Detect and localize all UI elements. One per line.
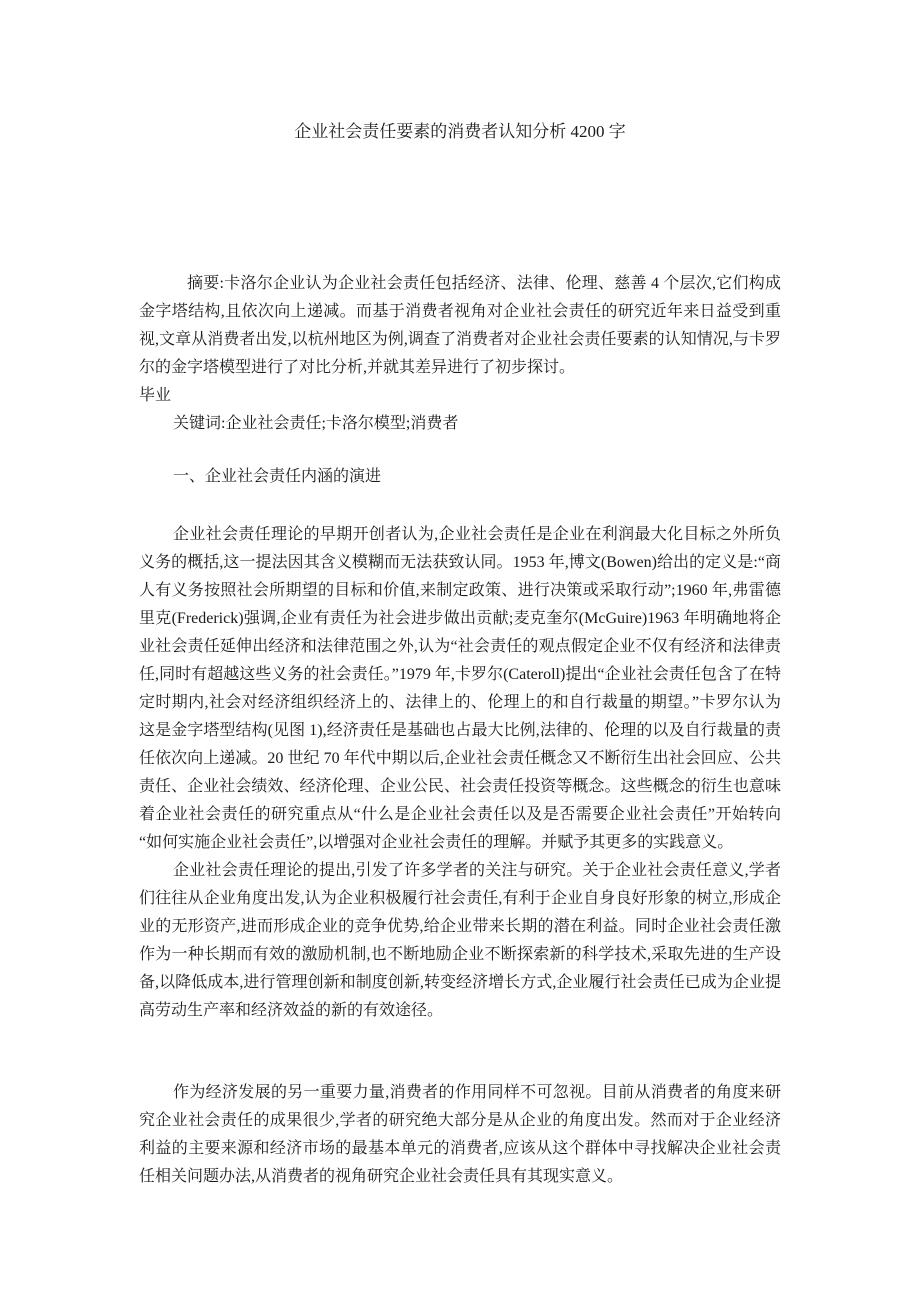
body-paragraph-3: 作为经济发展的另一重要力量,消费者的作用同样不可忽视。目前从消费者的角度来研究企业社会责任的成果很少,学者的研究绝大部分是从企业的角度出发。然而对于企业经济利益的主要来源和经济市场的最基本单元的消费者,应该从这个群体中寻找解决企业社会责任相关问题办法,从消费者的视角研究企业社会责任具有其现实意义。: [139, 1084, 781, 1185]
graduation-label: 毕业: [139, 387, 172, 404]
body-paragraph-1: 企业社会责任理论的早期开创者认为,企业社会责任是企业在利润最大化目标之外所负义务的概括,这一提法因其含义模糊而无法获致认同。1953 年,博文(Bowen)给出的定义是:“商人有义务按照社会所期望的目标和价值,来制定政策、进行决策或采取行动”;1960 年,弗雷德里克(Frederick)强调,企业有责任为社会进步做出贡献;麦克奎尔(McGuire)1963 年明确地将企业社会责任延伸出经济和法律范围之外,认为“社会责任的观点假定企业不仅有经济和法律责任,同时有超越这些义务的社会责任。”1979 年,卡罗尔(Cateroll)提出“企业社会责任包含了在特定时期内,社会对经济组织经济上的、法律上的、伦理上的和自行裁量的期望。”卡罗尔认为这是金字塔型结构(见图 1),经济责任是基础也占最大比例,法律的、伦理的以及自行裁量的责任依次向上递减。20 世纪 70 年代中期以后,企业社会责任概念又不断衍生出社会回应、公共责任、企业社会绩效、经济伦理、企业公民、社会责任投资等概念。这些概念的衍生也意味着企业社会责任的研究重点从“什么是企业社会责任以及是否需要企业社会责任”开始转向“如何实施企业社会责任”,以增强对企业社会责任的理解。并赋予其更多的实践意义。: [139, 526, 781, 851]
abstract-paragraph: 摘要:卡洛尔企业认为企业社会责任包括经济、法律、伦理、慈善 4 个层次,它们构成金字塔结构,且依次向上递减。而基于消费者视角对企业社会责任的研究近年来日益受到重视,文章从消费者出发,以杭州地区为例,调查了消费者对企业社会责任要素的认知情况,与卡罗尔的金字塔模型进行了对比分析,并就其差异进行了初步探讨。: [139, 275, 781, 376]
body-paragraph-2: 企业社会责任理论的提出,引发了许多学者的关注与研究。关于企业社会责任意义,学者们往往从企业角度出发,认为企业积极履行社会责任,有利于企业自身良好形象的树立,形成企业的无形资产,进而形成企业的竞争优势,给企业带来长期的潜在利益。同时企业社会责任激作为一种长期而有效的激励机制,也不断地励企业不断探索新的科学技术,采取先进的生产设备,以降低成本,进行管理创新和制度创新,转变经济增长方式,企业履行社会责任已成为企业提高劳动生产率和经济效益的新的有效途径。: [139, 862, 781, 1019]
document-title: 企业社会责任要素的消费者认知分析 4200 字: [294, 122, 626, 141]
section-heading: 一、企业社会责任内涵的演进: [173, 468, 382, 485]
keywords-line: 关键词:企业社会责任;卡洛尔模型;消费者: [173, 415, 459, 432]
